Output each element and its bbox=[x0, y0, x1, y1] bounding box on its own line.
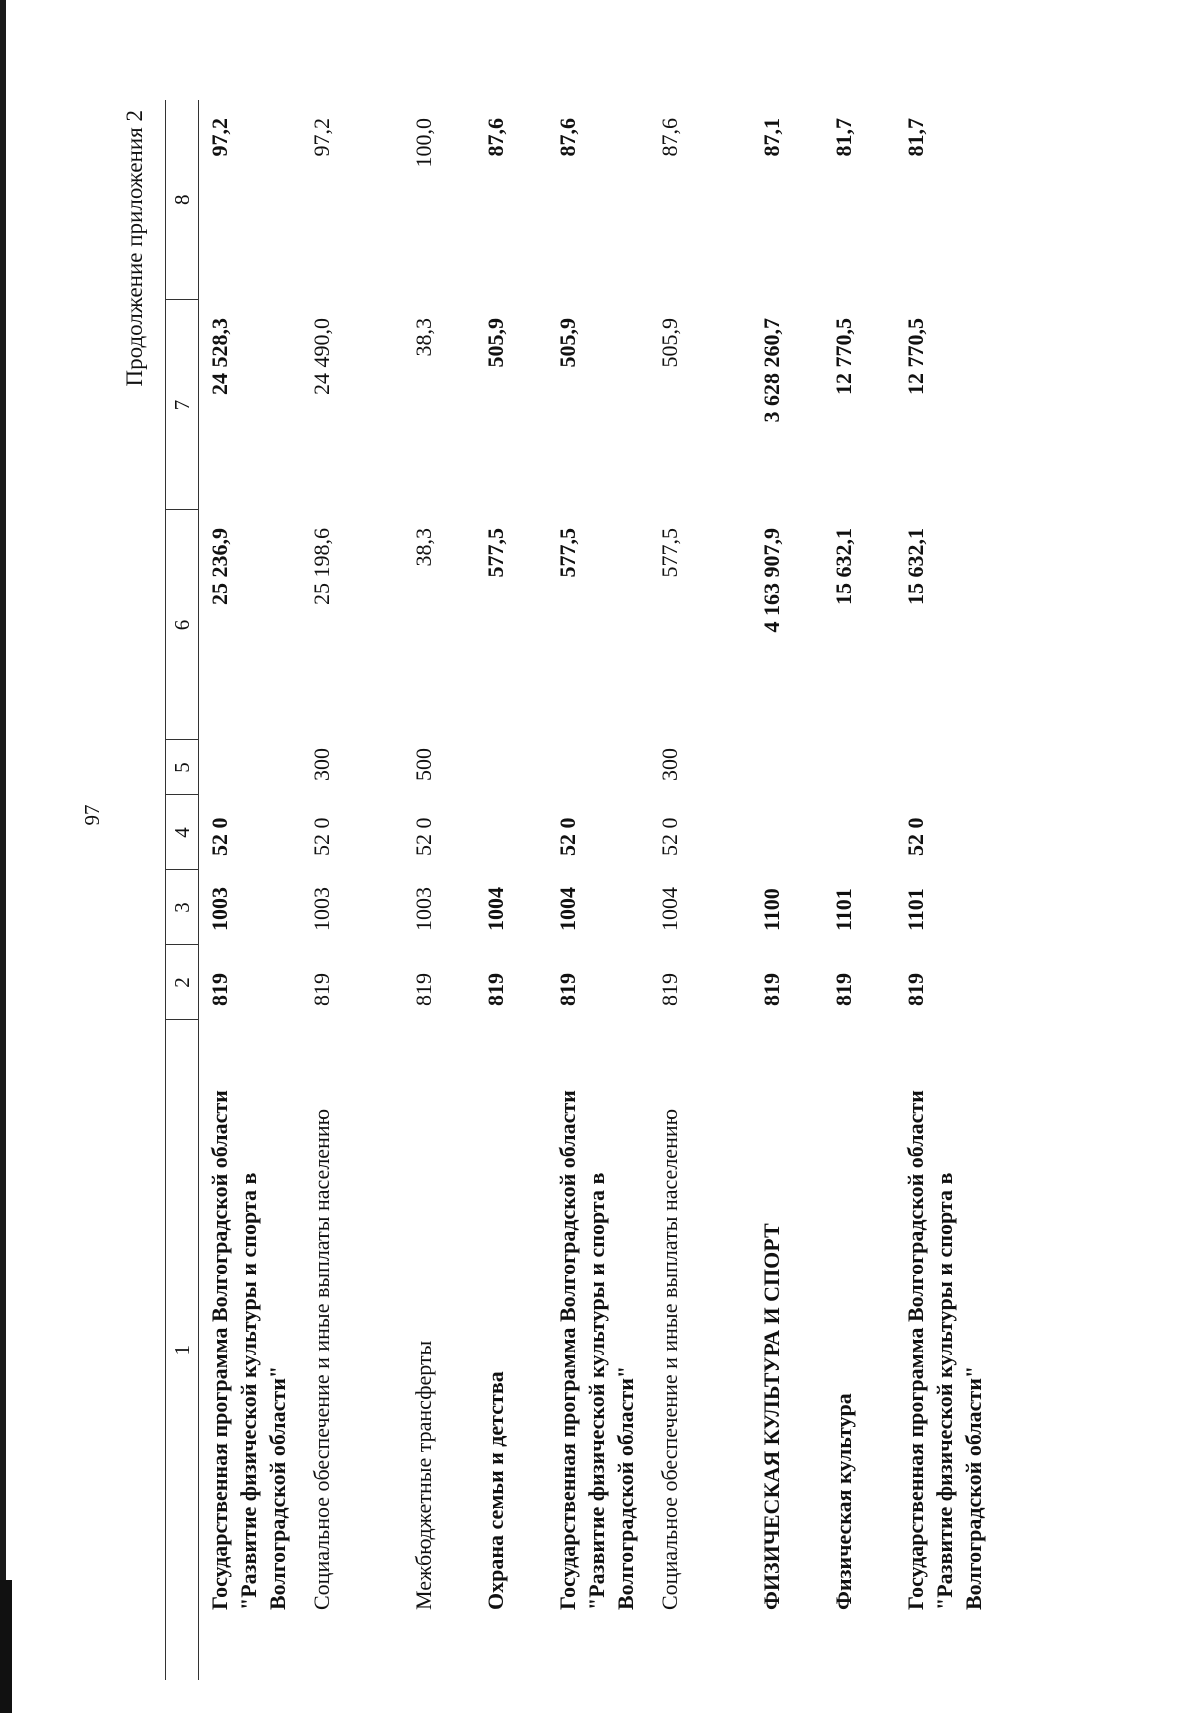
row-col-2: 819 bbox=[483, 973, 508, 1006]
row-col-2: 819 bbox=[555, 973, 580, 1006]
row-col-5 bbox=[547, 740, 649, 795]
row-col-8: 81,7 bbox=[903, 118, 928, 157]
row-col-7: 12 770,5 bbox=[903, 318, 928, 395]
row-col-5: 500 bbox=[411, 748, 436, 781]
row-col-4: 52 0 bbox=[657, 817, 682, 856]
table-row bbox=[199, 100, 302, 1680]
table-row bbox=[649, 100, 751, 1680]
scan-left-edge bbox=[0, 0, 6, 1713]
row-col-6: 25 236,9 bbox=[207, 528, 232, 605]
row-col-8: 100,0 bbox=[411, 118, 436, 168]
row-col-7: 505,9 bbox=[657, 318, 682, 368]
row-col-2: 819 bbox=[309, 973, 334, 1006]
row-col-6: 4 163 907,9 bbox=[759, 528, 784, 633]
row-col-7: 3 628 260,7 bbox=[759, 318, 784, 423]
row-col-3: 1101 bbox=[831, 888, 856, 931]
row-col-4: 52 0 bbox=[411, 817, 436, 856]
page-number: 97 bbox=[80, 804, 104, 826]
row-col-2: 819 bbox=[759, 973, 784, 1006]
row-col-8: 81,7 bbox=[831, 118, 856, 157]
column-header-1: 1 bbox=[166, 1020, 199, 1680]
column-header-8: 8 bbox=[166, 100, 199, 300]
row-col-5 bbox=[199, 740, 302, 795]
document-page bbox=[50, 90, 1190, 1690]
row-col-2: 819 bbox=[657, 973, 682, 1006]
column-header-4: 4 bbox=[166, 795, 199, 870]
row-col-4: 52 0 bbox=[309, 817, 334, 856]
budget-table bbox=[165, 100, 997, 1680]
row-col-5 bbox=[751, 740, 823, 795]
row-col-8: 97,2 bbox=[309, 118, 334, 157]
row-col-3: 1101 bbox=[903, 888, 928, 931]
row-col-4: 52 0 bbox=[207, 817, 232, 856]
row-col-8: 87,6 bbox=[483, 118, 508, 157]
row-col-8: 87,6 bbox=[657, 118, 682, 157]
row-col-3: 1004 bbox=[483, 887, 508, 931]
table-row bbox=[403, 100, 475, 1680]
scan-left-edge-shadow bbox=[0, 1580, 12, 1713]
row-col-3: 1004 bbox=[555, 887, 580, 931]
row-col-8: 87,1 bbox=[759, 118, 784, 157]
row-col-5: 300 bbox=[309, 748, 334, 781]
row-col-6: 577,5 bbox=[657, 528, 682, 578]
row-name: Межбюджетные трансферты bbox=[411, 1340, 436, 1610]
row-col-2: 819 bbox=[903, 973, 928, 1006]
table-row bbox=[895, 100, 997, 1680]
row-col-7: 12 770,5 bbox=[831, 318, 856, 395]
row-col-3: 1004 bbox=[657, 887, 682, 931]
row-col-3: 1003 bbox=[207, 887, 232, 931]
row-col-7: 505,9 bbox=[555, 318, 580, 368]
column-header-7: 7 bbox=[166, 300, 199, 510]
row-name: Физическая культура bbox=[831, 1393, 856, 1610]
row-col-7: 24 490,0 bbox=[309, 318, 334, 395]
row-name: Охрана семьи и детства bbox=[483, 1371, 508, 1610]
row-col-7: 505,9 bbox=[483, 318, 508, 368]
row-col-4 bbox=[823, 795, 895, 870]
row-col-6: 38,3 bbox=[411, 528, 436, 567]
row-name: Социальное обеспечение и иные выплаты населению bbox=[657, 1108, 682, 1610]
table-row bbox=[751, 100, 823, 1680]
row-col-7: 24 528,3 bbox=[207, 318, 232, 395]
row-col-7: 38,3 bbox=[411, 318, 436, 357]
row-col-4: 52 0 bbox=[903, 817, 928, 856]
row-col-3: 1003 bbox=[309, 887, 334, 931]
column-header-3: 3 bbox=[166, 870, 199, 945]
row-name: Государственная программа Волгоградской области "Развитие физической культуры и спорта в Волгоградской области" bbox=[207, 1090, 290, 1610]
row-col-8: 97,2 bbox=[207, 118, 232, 157]
row-col-4 bbox=[751, 795, 823, 870]
row-col-5 bbox=[823, 740, 895, 795]
row-col-5 bbox=[895, 740, 997, 795]
row-col-2: 819 bbox=[207, 973, 232, 1006]
row-col-4: 52 0 bbox=[555, 817, 580, 856]
row-col-6: 15 632,1 bbox=[903, 528, 928, 605]
row-col-5: 300 bbox=[657, 748, 682, 781]
continuation-label: Продолжение приложения 2 bbox=[122, 110, 147, 387]
column-header-2: 2 bbox=[166, 945, 199, 1020]
row-col-3: 1003 bbox=[411, 887, 436, 931]
row-name: ФИЗИЧЕСКАЯ КУЛЬТУРА И СПОРТ bbox=[759, 1223, 784, 1610]
row-col-5 bbox=[475, 740, 547, 795]
column-header-5: 5 bbox=[166, 740, 199, 795]
table-row bbox=[475, 100, 547, 1680]
row-col-2: 819 bbox=[831, 973, 856, 1006]
row-col-6: 577,5 bbox=[483, 528, 508, 578]
table-row bbox=[301, 100, 403, 1680]
row-col-6: 15 632,1 bbox=[831, 528, 856, 605]
row-name: Государственная программа Волгоградской области "Развитие физической культуры и спорта в Волгоградской области" bbox=[903, 1090, 986, 1610]
table-header-row bbox=[166, 100, 199, 1680]
row-col-4 bbox=[475, 795, 547, 870]
row-col-6: 25 198,6 bbox=[309, 528, 334, 605]
row-col-2: 819 bbox=[411, 973, 436, 1006]
column-header-6: 6 bbox=[166, 510, 199, 740]
table-row bbox=[823, 100, 895, 1680]
row-name: Социальное обеспечение и иные выплаты населению bbox=[309, 1108, 334, 1610]
row-col-6: 577,5 bbox=[555, 528, 580, 578]
row-col-8: 87,6 bbox=[555, 118, 580, 157]
table-row bbox=[547, 100, 649, 1680]
row-col-3: 1100 bbox=[759, 888, 784, 931]
row-name: Государственная программа Волгоградской области "Развитие физической культуры и спорта в Волгоградской области" bbox=[555, 1090, 638, 1610]
